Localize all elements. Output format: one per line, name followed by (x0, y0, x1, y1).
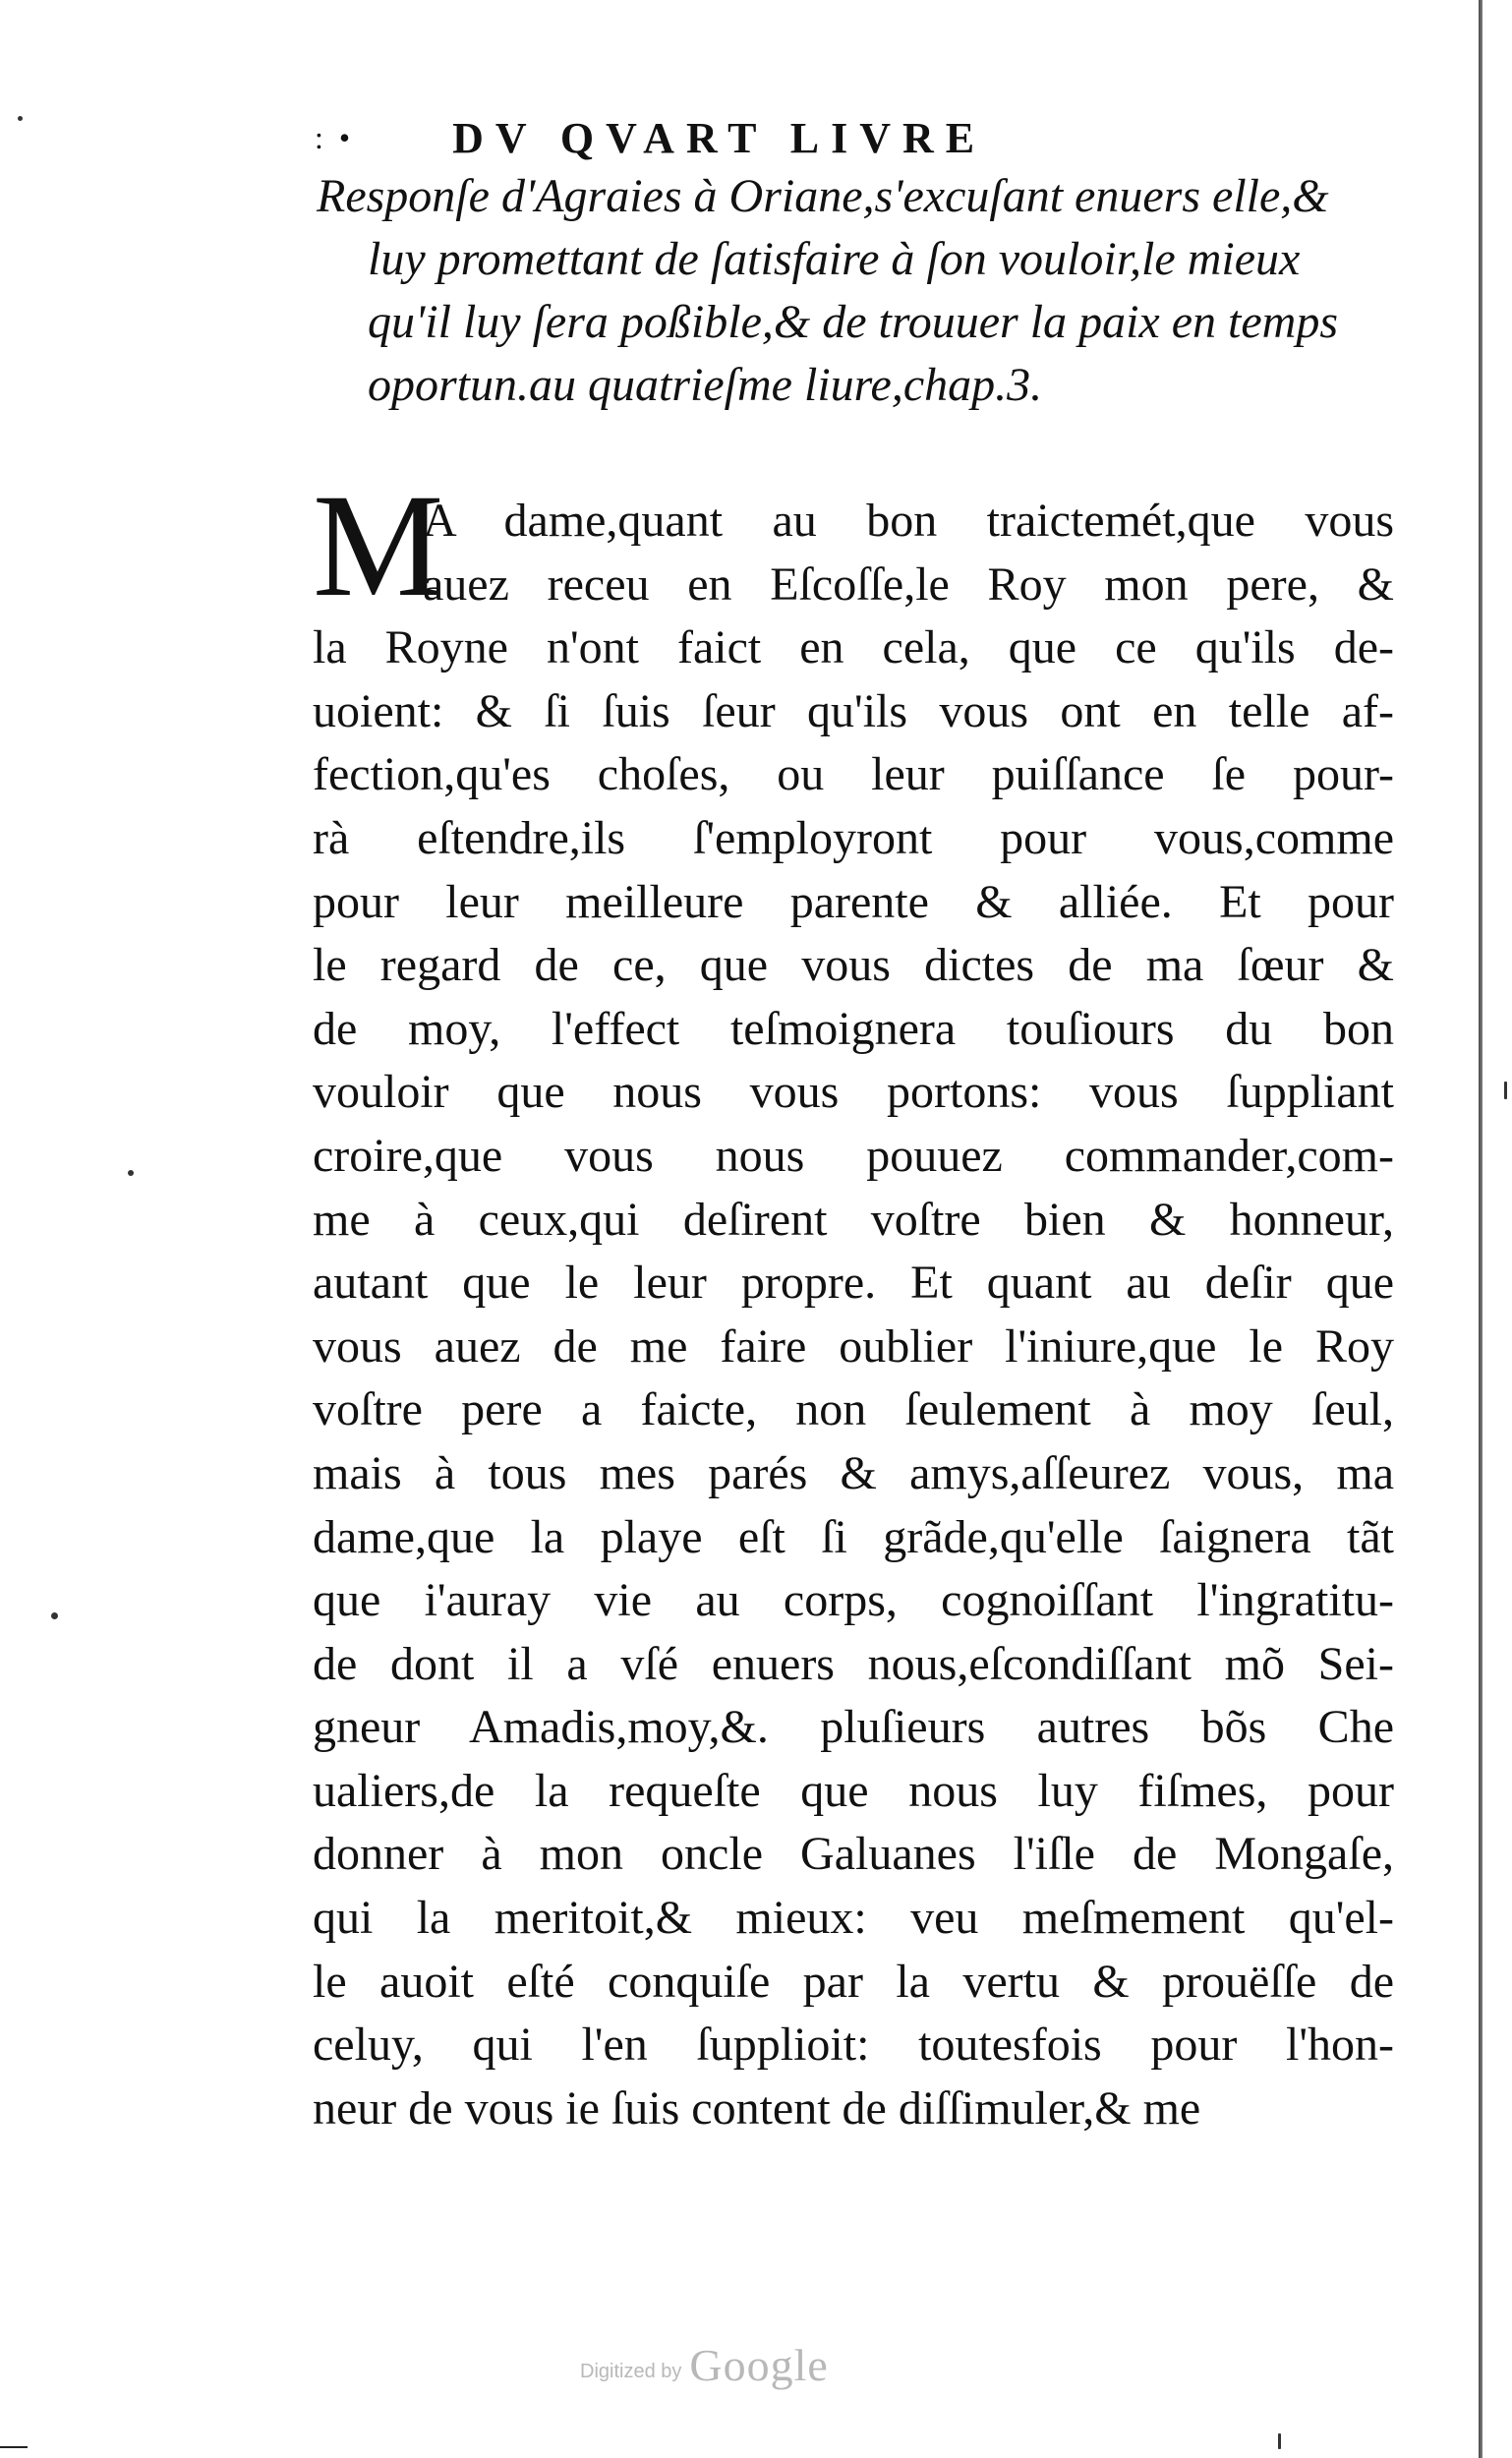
ink-speck (51, 1612, 58, 1619)
body-line: pour leur meilleure parente & alliée. Et pour (313, 875, 1394, 928)
body-line: vouloir que nous vous portons: vous ſuppliant (313, 1066, 1394, 1119)
bottom-rule (0, 2446, 28, 2448)
body-line: que i'auray vie au corps, cognoiſſant l'ingratitu- (313, 1574, 1394, 1627)
summary-line: qu'il luy ſera poßible,& de trouuer la paix en temps (368, 296, 1338, 348)
body-line: mais à tous mes parés & amys,aſſeurez vous, ma (313, 1446, 1394, 1499)
summary-line: oportun.au quatrieſme liure,chap.3. (368, 359, 1043, 411)
body-line: neur de vous ie ſuis content de diſſimuler,& me (313, 2081, 1201, 2135)
ink-speck (1278, 2433, 1281, 2449)
body-line: de dont il a vſé enuers nous,eſcondiſſant mõ Sei- (313, 1637, 1394, 1690)
ink-speck (1504, 1082, 1507, 1099)
running-head-marks: : • (315, 119, 355, 155)
body-line: dame,que la playe eſt ſi grãde,qu'elle ſaignera tãt (313, 1510, 1394, 1563)
body-line: uoient: & ſi ſuis ſeur qu'ils vous ont en telle af- (313, 684, 1394, 737)
body-line: de moy, l'effect teſmoignera touſiours du bon (313, 1002, 1394, 1055)
body-line: gneur Amadis,moy,&. pluſieurs autres bõs Che (313, 1701, 1394, 1754)
drop-cap: M (313, 464, 444, 627)
body-line: voſtre pere a faicte, non ſeulement à moy ſeul, (313, 1383, 1394, 1436)
digitized-watermark (580, 2332, 829, 2391)
body-line: qui la meritoit,& mieux: veu meſmement qu'el- (313, 1892, 1394, 1945)
chapter-summary (317, 165, 1388, 417)
ink-speck (128, 1170, 134, 1176)
body-line: celuy, qui l'en ſupplioit: toutesfois pour l'hon- (313, 2019, 1394, 2072)
body-line: fection,qu'es choſes, ou leur puiſſance ſe pour- (313, 748, 1394, 801)
body-line: croire,que vous nous pouuez commander,com- (313, 1129, 1394, 1182)
body-line: le regard de ce, que vous dictes de ma ſœur & (313, 939, 1394, 992)
body-line: donner à mon oncle Galuanes l'iſle de Mongaſe, (313, 1828, 1394, 1881)
body-line: le auoit eſté conquiſe par la vertu & prouëſſe de (313, 1955, 1394, 2008)
body-line: rà eſtendre,ils ſ'employront pour vous,comme (313, 811, 1394, 864)
binding-edge (1479, 0, 1483, 2458)
running-head-title: DV QVART LIVRE (452, 113, 987, 162)
body-line: auez receu en Eſcoſſe,le Roy mon pere, & (423, 557, 1394, 611)
ink-speck (18, 116, 23, 121)
body-line: autant que le leur propre. Et quant au deſir que (313, 1257, 1394, 1310)
body-text (313, 490, 1394, 2140)
summary-line: Responſe d'Agraies à Oriane,s'excuſant enuers elle,& (317, 170, 1329, 222)
body-line: la Royne n'ont faict en cela, que ce qu'ils de- (313, 621, 1394, 674)
watermark-brand: Google (689, 2340, 829, 2390)
summary-line: luy promettant de ſatisfaire à ſon vouloir,le mieux (368, 233, 1301, 285)
body-line: me à ceux,qui deſirent voſtre bien & honneur, (313, 1193, 1394, 1246)
body-line: A dame,quant au bon traictemét,que vous (423, 495, 1394, 547)
watermark-prefix: Digitized by (580, 2361, 682, 2382)
body-line: ualiers,de la requeſte que nous luy fiſmes, pour (313, 1764, 1394, 1817)
body-line: vous auez de me faire oublier l'iniure,que le Roy (313, 1319, 1394, 1373)
running-head (315, 106, 1278, 169)
